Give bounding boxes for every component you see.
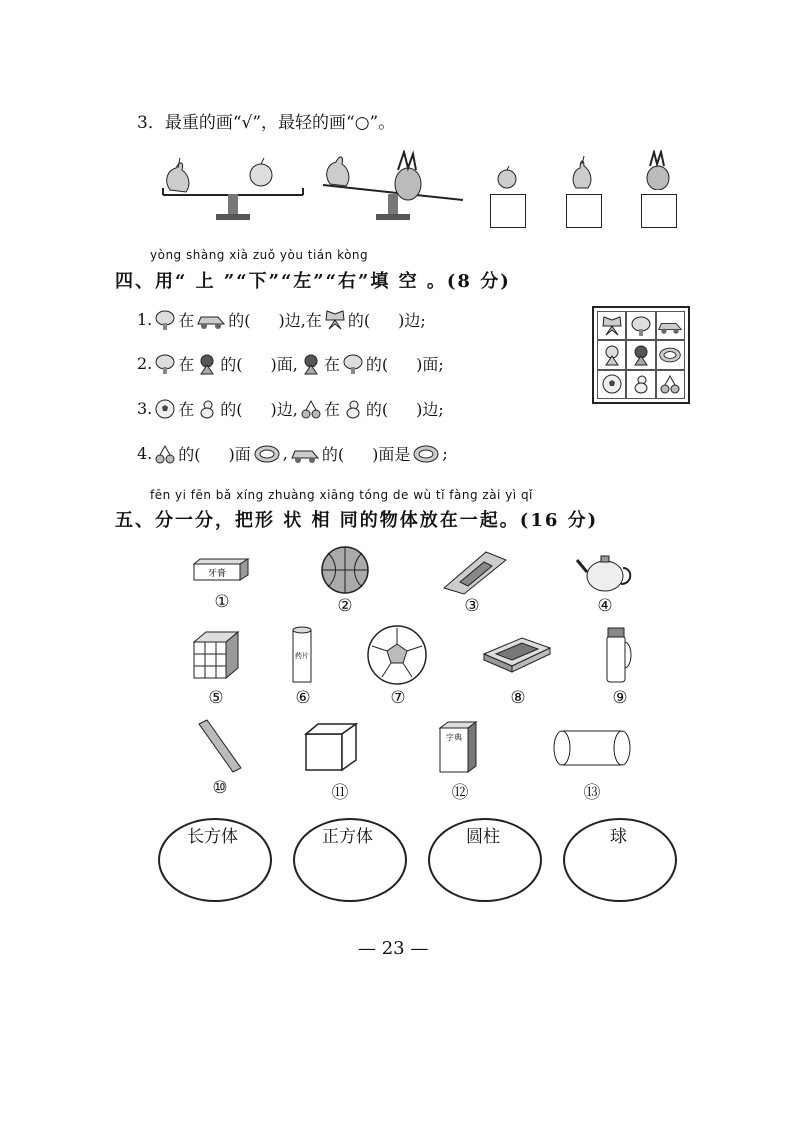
grid-cell [597, 311, 626, 340]
section-5-title: 五、分一分，把形 状 相 同的物体放在一起。(16 分) [115, 510, 599, 531]
teapot-icon [575, 548, 635, 594]
category-cuboid-label: 长方体 [187, 827, 238, 847]
pineapple-icon [644, 150, 672, 190]
doll-icon [601, 344, 623, 366]
fill-line-4: 4. 的( )面 , 的( )面是 ; [137, 444, 448, 464]
dictionary-icon [436, 720, 480, 776]
cube-icon [304, 722, 360, 772]
pill-tube-icon [290, 626, 314, 684]
question-3-text: 3．最重的画“√”，最轻的画“○”。 [137, 113, 396, 133]
page-number: — 23 — [358, 938, 429, 959]
thermos-icon [603, 626, 633, 686]
cherry-icon [300, 398, 322, 420]
dictionary-label: 字典 [446, 733, 462, 742]
object-label-12: ⑫ [451, 783, 469, 803]
chick-icon [196, 398, 218, 420]
tree-icon [154, 309, 176, 331]
soccer-ball-icon [366, 624, 428, 686]
category-cylinder-label: 圆柱 [466, 827, 500, 847]
fill-line-2: 2. 在 的( )面, 在 的( )面; [137, 354, 444, 374]
basketball-icon [320, 545, 370, 595]
object-label-4: ④ [597, 596, 613, 616]
girl-icon [300, 353, 322, 375]
grid-cell [597, 370, 626, 399]
balance-scale-pear-pineapple-icon [318, 150, 468, 230]
apple-icon [495, 165, 519, 189]
car-icon [657, 316, 683, 336]
matchbox-icon [482, 634, 552, 674]
grid-cell [626, 311, 655, 340]
cherry-icon [154, 443, 176, 465]
car-icon [290, 443, 320, 465]
tree-icon [154, 353, 176, 375]
line-number: 1. [137, 310, 153, 329]
melon-icon [412, 443, 440, 465]
object-label-5: ⑤ [208, 688, 224, 708]
pencil-box-icon [440, 548, 510, 596]
melon-icon [253, 443, 281, 465]
grid-cell [656, 370, 685, 399]
butterfly-icon [324, 309, 346, 331]
position-reference-grid [592, 306, 690, 404]
rubiks-cube-icon [192, 630, 242, 682]
grid-cell [626, 370, 655, 399]
pill-label: 药片 [295, 652, 309, 660]
fill-line-3: 3. 在 的( )边, 在 的( )边; [137, 399, 444, 419]
girl-icon [196, 353, 218, 375]
soccer-ball-icon [601, 373, 623, 395]
object-label-9: ⑨ [612, 688, 628, 708]
answer-box-pear[interactable] [566, 194, 602, 228]
toothpaste-box-icon [192, 558, 252, 582]
soccer-ball-icon [154, 398, 176, 420]
cylinder-icon [552, 728, 634, 768]
car-icon [196, 309, 226, 331]
section-4-title: 四、用“ 上 ”“下”“左”“右”填 空 。(8 分) [115, 271, 511, 292]
butterfly-icon [601, 315, 623, 337]
answer-box-pineapple[interactable] [641, 194, 677, 228]
object-label-3: ③ [464, 596, 480, 616]
toothpaste-label: 牙膏 [207, 569, 227, 579]
object-label-6: ⑥ [295, 688, 311, 708]
tree-icon [342, 353, 364, 375]
object-label-10: ⑩ [212, 778, 228, 798]
object-label-13: ⑬ [583, 783, 601, 803]
stick-icon [195, 718, 245, 774]
melon-icon [658, 345, 682, 365]
grid-cell [597, 340, 626, 369]
chick-icon [630, 373, 652, 395]
object-label-8: ⑧ [510, 688, 526, 708]
balance-scale-pear-apple-icon [158, 150, 308, 230]
category-cube-label: 正方体 [322, 827, 373, 847]
section-5-pinyin: fēn yi fēn bǎ xíng zhuàng xiāng tóng de wù tǐ fàng zài yì qǐ [150, 488, 533, 502]
cherry-icon [659, 373, 681, 395]
section-4-pinyin: yòng shàng xià zuǒ yòu tián kòng [150, 248, 369, 262]
category-sphere-label: 球 [610, 827, 627, 847]
grid-cell [656, 311, 685, 340]
chick-icon [342, 398, 364, 420]
object-label-11: ⑪ [331, 783, 349, 803]
object-label-2: ② [337, 596, 353, 616]
object-label-1: ① [214, 592, 230, 612]
girl-icon [630, 344, 652, 366]
object-label-7: ⑦ [390, 688, 406, 708]
pear-icon [570, 154, 594, 190]
grid-cell [626, 340, 655, 369]
fill-line-1: 1. 在 的( )边,在 的( )边; [137, 310, 426, 330]
answer-box-apple[interactable] [490, 194, 526, 228]
grid-cell [656, 340, 685, 369]
tree-icon [630, 315, 652, 337]
